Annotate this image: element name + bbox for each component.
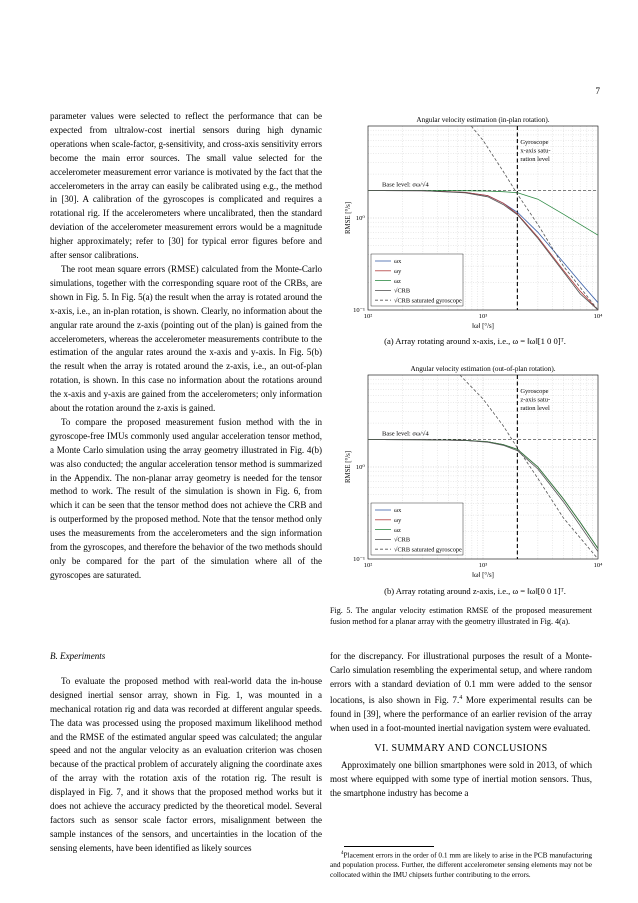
saturation-label: z-axis satu- [520, 396, 551, 404]
legend [371, 503, 463, 555]
paragraph: for the discrepancy. For illustrational purposes the result of a Monte-Carlo simulation resembling the experimental setup, and where random errors with a standard deviation of 0.1 mm were added to the sensor locations, is also shown in Fig. 7. [330, 651, 592, 705]
y-tick-label: 10⁰ [355, 464, 365, 471]
x-tick-label: 10³ [478, 562, 488, 569]
chart-title: Angular velocity estimation (out-of-plan rotation). [410, 365, 556, 373]
chart-in-plan-rotation [340, 112, 610, 334]
legend-label: ωy [394, 268, 402, 275]
legend-label: √CRB saturated gyroscope [394, 297, 462, 305]
y-tick-label: 10⁰ [355, 215, 365, 222]
x-axis-label: ‖ω‖ [°/s] [472, 323, 494, 330]
footnote-rule [344, 846, 434, 847]
legend-label: ωx [394, 507, 402, 515]
legend-label: ωz [394, 277, 401, 285]
saturation-label: ration level [520, 405, 550, 412]
right-column-bottom [330, 650, 592, 801]
x-tick-label: 10² [363, 313, 373, 320]
subfigure-a-caption: (a) Array rotating around x-axis, i.e., ω = ‖ω‖[1 0 0]ᵀ. [384, 336, 566, 346]
saturation-label: Gyroscope [520, 388, 549, 395]
paragraph: parameter values were selected to reflect the performance that can be expected from ultralow-cost inertial sensors during high dynamic operations when scale-factor, g-sensitivity, and cross-axis sensitivity errors become the main error sources. The small value selected for the accelerometer measurement error variance is motivated by the fact that the accelerometers in the array can easily be calibrated using e.g., the method in [30]. A calibration of the gyroscopes is complicated and requires a rotational rig. If the accelerometers where uncalibrated, then the standard deviation of the accelerometer measurement errors would be a magnitude higher approximately; refer to [30] for typical error figures before and after sensor calibrations. [50, 111, 322, 261]
footnote-marker: 4 [459, 694, 463, 701]
paragraph: To evaluate the proposed method with real-world data the in-house designed inertial sensor array, shown in Fig. 1, was mounted in a mechanical rotation rig and data was recorded at different angular speeds. The data was processed using the proposed maximum likelihood method and the RMSE of the estimated angular speed was calculated; the angular speed and not the angular velocity as an evaluation criterion was chosen because of the practical problem of accurately aligning the coordinate axes of the array with the rotation axis of the rotation rig. The result is displayed in Fig. 7, and it shows that the proposed method works but it does not achieve the accuracy predicted by the theoretical model. Several factors such as sensor scale factor errors, misalignment between the sample instances of the sensors, and uncertainties in the location of the sensing elements, have been identified as likely sources [50, 675, 322, 853]
x-tick-label: 10⁴ [593, 313, 603, 320]
y-tick-label: 10⁻¹ [353, 556, 365, 563]
figure-caption: Fig. 5. The angular velocity estimation RMSE of the proposed measurement fusion method for a planar array with the geometry illustrated in Fig. 4(a). [330, 606, 592, 626]
base-level-label: Base level: σω/√4 [382, 430, 429, 438]
y-tick-label: 10⁻¹ [353, 307, 365, 314]
y-axis-label: RMSE [°/s] [345, 202, 352, 234]
legend-label: ωz [394, 526, 401, 534]
footnote-number: 4 [341, 851, 344, 856]
paragraph: Approximately one billion smartphones were sold in 2013, of which most where equipped with some type of inertial motion sensors. Thus, the smartphone industry has become a [330, 760, 592, 799]
x-tick-label: 10³ [478, 313, 488, 320]
x-tick-label: 10² [363, 562, 373, 569]
saturation-label: x-axis satu- [520, 147, 551, 155]
chart-title: Angular velocity estimation (in-plan rotation). [416, 116, 550, 124]
paragraph: The root mean square errors (RMSE) calculated from the Monte-Carlo simulations, together with the corresponding square root of the CRBs, are shown in Fig. 5. In Fig. 5(a) the result when the array is rotated around the x-axis, i.e., an in-plan rotation, is shown. Clearly, no information about the angular rate around the z-axis (pointing out of the plan) is gained from the accelerometers, whereas the accelerometer measurements contribute to the estimation of the angular rates around the x-axis and y-axis. In Fig. 5(b) the result when the array is rotated around the z-axis, i.e., an out-of-plan rotation, is shown. In this case no information about the rotations around the x-axis and y-axis are gained from the accelerometers; only information about the rotation around the z-axis is gained. [50, 263, 322, 414]
saturation-label: ration level [520, 156, 550, 163]
base-level-label: Base level: σω/√4 [382, 181, 429, 189]
subsection-heading: B. Experiments [50, 651, 106, 661]
legend-label: ωy [394, 517, 402, 524]
legend-label: √CRB [394, 536, 411, 544]
paragraph: More experimental results can be found in [39], where the performance of an earlier revision of the array when used in a foot-mounted inertial navigation system were evaluated. [330, 694, 593, 733]
page-number: 7 [595, 86, 600, 96]
legend-label: √CRB [394, 287, 411, 295]
saturation-label: Gyroscope [520, 139, 549, 146]
footnote-text: Placement errors in the order of 0.1 mm are likely to arise in the PCB manufacturing and population process. Further, the different accelerometer sensing elements may not be collocated within the IMU chipsets further contributing to the errors. [330, 850, 592, 879]
paragraph: To compare the proposed measurement fusion method with the in gyroscope-free IMUs commonly used angular acceleration tensor method, a Monte Carlo simulation using the array geometry illustrated in Fig. 4(b) was also conducted; the angular acceleration tensor method is summarized in the Appendix. The non-planar array geometry is needed for the tensor method to work. The result of the simulation is shown in Fig. 6, from which it can be seen that the tensor method does not achieve the CRB and is outperformed by the proposed method. Note that the tensor method only uses the measurements from the accelerometers and the sign information from the gyroscopes, and therefore the behavior of the two methods should only be compared for the part of the simulation where all of the gyroscopes are saturated. [50, 416, 322, 580]
series-line [368, 191, 598, 236]
x-tick-label: 10⁴ [593, 562, 603, 569]
legend [371, 254, 463, 306]
chart-out-of-plan-rotation [340, 361, 610, 583]
legend-label: ωx [394, 258, 402, 266]
section-heading: VI. SUMMARY AND CONCLUSIONS [374, 743, 548, 755]
left-column-bottom [50, 650, 322, 856]
x-axis-label: ‖ω‖ [°/s] [472, 572, 494, 579]
subfigure-b-caption: (b) Array rotating around z-axis, i.e., ω = ‖ω‖[0 0 1]ᵀ. [384, 586, 566, 596]
left-column-top [50, 110, 322, 583]
footnote [330, 849, 592, 879]
legend-label: √CRB saturated gyroscope [394, 546, 462, 554]
y-axis-label: RMSE [°/s] [345, 451, 352, 483]
